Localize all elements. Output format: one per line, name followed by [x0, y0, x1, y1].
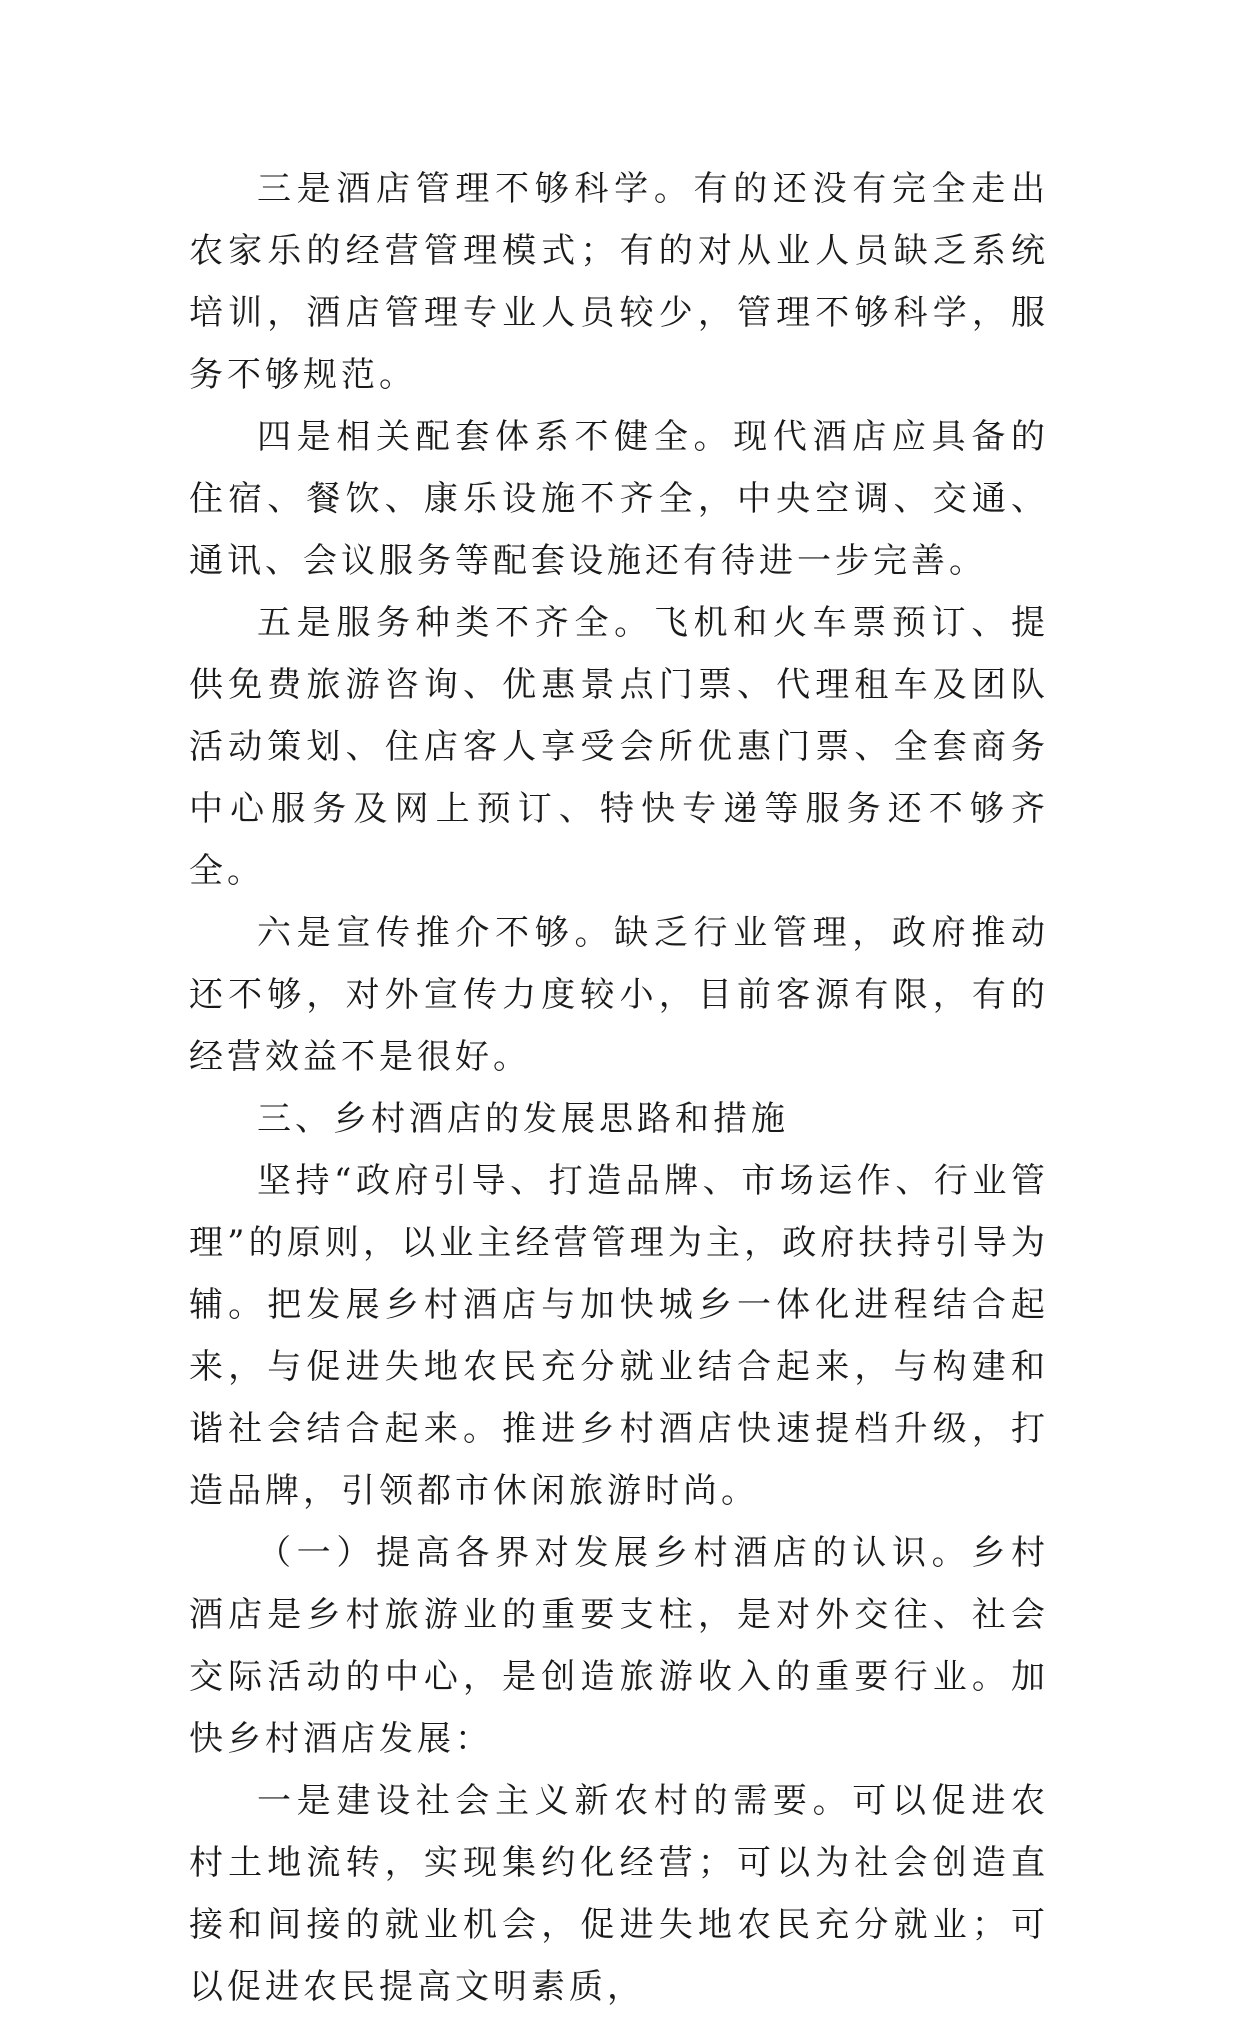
- paragraph-awareness: （一）提高各界对发展乡村酒店的认识。乡村酒店是乡村旅游业的重要支柱，是对外交往、社会交际活动的中心，是创造旅游收入的重要行业。加快乡村酒店发展：: [189, 1533, 1049, 1759]
- paragraph-new-countryside: 一是建设社会主义新农村的需要。可以促进农村土地流转，实现集约化经营；可以为社会创造直接和间接的就业机会，促进失地农民充分就业；可以促进农民提高文明素质，: [189, 1781, 1049, 2007]
- section-heading: 三、乡村酒店的发展思路和措施: [257, 1099, 789, 1139]
- paragraph-principles: 坚持“政府引导、打造品牌、市场运作、行业管理”的原则，以业主经营管理为主，政府扶持引导为辅。把发展乡村酒店与加快城乡一体化进程结合起来，与促进失地农民充分就业结合起来，与构建和谐社会结合起来。推进乡村酒店快速提档升级，打造品牌，引领都市休闲旅游时尚。: [189, 1161, 1049, 1511]
- paragraph-promotion: 六是宣传推介不够。缺乏行业管理，政府推动还不够，对外宣传力度较小，目前客源有限，有的经营效益不是很好。: [189, 913, 1049, 1077]
- paragraph-management: 三是酒店管理不够科学。有的还没有完全走出农家乐的经营管理模式；有的对从业人员缺乏系统培训，酒店管理专业人员较少，管理不够科学，服务不够规范。: [189, 169, 1049, 395]
- paragraph-facilities: 四是相关配套体系不健全。现代酒店应具备的住宿、餐饮、康乐设施不齐全，中央空调、交通、通讯、会议服务等配套设施还有待进一步完善。: [189, 417, 1049, 581]
- paragraph-services: 五是服务种类不齐全。飞机和火车票预订、提供免费旅游咨询、优惠景点门票、代理租车及团队活动策划、住店客人享受会所优惠门票、全套商务中心服务及网上预订、特快专递等服务还不够齐全。: [189, 603, 1049, 891]
- document-body: [189, 158, 1049, 2018]
